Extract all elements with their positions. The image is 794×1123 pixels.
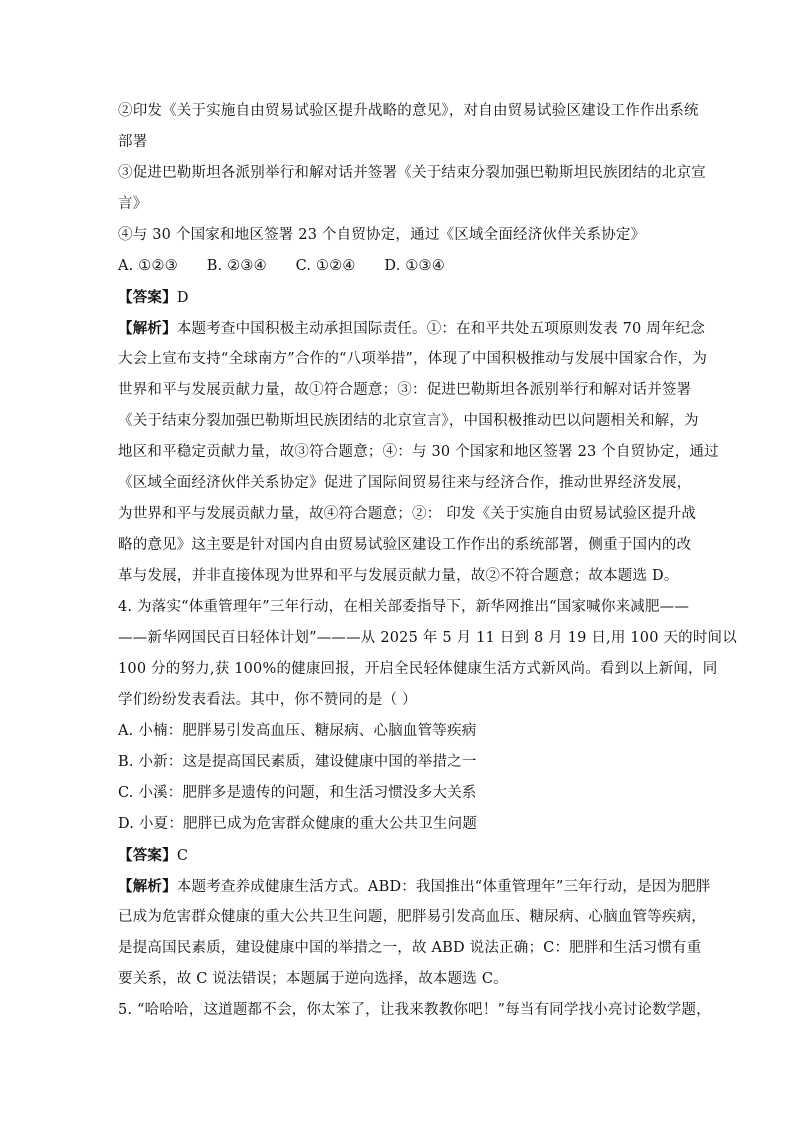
q3-analysis-line-1: 【解析】本题考查中国积极主动承担国际责任。①：在和平共处五项原则发表 70 周年纪念 — [118, 320, 706, 337]
q3-analysis-line-2: 大会上宣布支持“全球南方”合作的“八项举措”，体现了中国积极推动与发展中国家合作，为 — [118, 351, 708, 367]
q4-stem-line-4: 学们纷纷发表看法。其中，你不赞同的是（ ） — [118, 692, 417, 708]
q5-stem-line-1: 5. “哈哈哈，这道题都不会，你太笨了，让我来教教你吧！”每当有同学找小亮讨论数学题， — [118, 1002, 711, 1018]
q3-statement-2-line-1: ②印发《关于实施自由贸易试验区提升战略的意见》，对自由贸易试验区建设工作作出系统 — [118, 103, 699, 119]
document-page — [118, 96, 737, 1026]
q3-analysis-line-4: 《关于结束分裂加强巴勒斯坦民族团结的北京宣言》，中国积极推动巴以问题相关和解，为 — [118, 413, 699, 429]
q4-stem-line-1: 4. 为落实“体重管理年”三年行动，在相关部委指导下，新华网推出“国家喊你来减肥—— — [118, 599, 690, 615]
q3-statement-4: ④与 30 个国家和地区签署 23 个自贸协定，通过《区域全面经济伙伴关系协定》 — [118, 227, 646, 243]
q3-option-a: A. ①②③ — [118, 258, 178, 274]
q4-option-a: A. 小楠：肥胖易引发高血压、糖尿病、心脑血管等疾病 — [118, 723, 477, 739]
q4-analysis-line-2: 已成为危害群众健康的重大公共卫生问题，肥胖易引发高血压、糖尿病、心脑血管等疾病， — [118, 909, 706, 925]
q3-statement-2-line-2: 部署 — [118, 134, 148, 150]
q4-analysis-line-1: 【解析】本题考查养成健康生活方式。ABD：我国推出“体重管理年”三年行动，是因为肥胖 — [118, 878, 711, 895]
q3-option-d: D. ①③④ — [384, 258, 445, 274]
q3-analysis-line-8: 略的意见》这主要是针对国内自由贸易试验区建设工作作出的系统部署，侧重于国内的改 — [118, 537, 692, 553]
q4-answer-value: C — [176, 848, 189, 864]
q4-answer-label: 【答案】 — [118, 847, 177, 864]
q3-answer-label: 【答案】 — [118, 289, 177, 306]
q3-analysis-line-3: 世界和平与发展贡献力量，故①符合题意；③：促进巴勒斯坦各派别举行和解对话并签署 — [118, 382, 692, 398]
q4-option-b: B. 小新：这是提高国民素质，建设健康中国的举措之一 — [118, 754, 477, 770]
q4-stem-line-3: 100 分的努力,获 100%的健康回报，开启全民轻体健康生活方式新风尚。看到以上新闻，同 — [118, 661, 718, 677]
q3-analysis-line-7: 为世界和平与发展贡献力量，故④符合题意；②： 印发《关于实施自由贸易试验区提升战 — [118, 506, 697, 522]
q4-option-c: C. 小溪：肥胖多是遗传的问题，和生活习惯没多大关系 — [118, 785, 477, 801]
q3-analysis-line-6: 《区域全面经济伙伴关系协定》促进了国际间贸易往来与经济合作，推动世界经济发展， — [118, 475, 692, 491]
q4-stem-line-2: ——新华网国民百日轻体计划”———从 2025 年 5 月 11 日到 8 月 19 日,用 100 天的时间以 — [118, 630, 737, 646]
q4-analysis-line-4: 要关系，故 C 说法错误；本题属于逆向选择，故本题选 C。 — [118, 971, 508, 987]
q4-analysis-line-3: 是提高国民素质，建设健康中国的举措之一，故 ABD 说法正确；C：肥胖和生活习惯有重 — [118, 940, 702, 956]
q3-analysis-label: 【解析】 — [118, 320, 177, 337]
q3-option-c: C. ①②④ — [295, 258, 356, 274]
q3-analysis-line-9: 革与发展，并非直接体现为世界和平与发展贡献力量，故②不符合题意；故本题选 D。 — [118, 568, 679, 584]
q3-statement-3-line-1: ③促进巴勒斯坦各派别举行和解对话并签署《关于结束分裂加强巴勒斯坦民族团结的北京宣 — [118, 165, 706, 181]
q3-analysis-line-5: 地区和平稳定贡献力量，故③符合题意；④：与 30 个国家和地区签署 23 个自贸协定，通过 — [118, 444, 719, 460]
q4-analysis-label: 【解析】 — [118, 878, 177, 895]
q3-answer — [118, 282, 688, 313]
q3-answer-value: D — [176, 290, 189, 306]
q3-option-b: B. ②③④ — [206, 258, 267, 274]
q4-answer — [118, 840, 688, 871]
q4-option-d: D. 小夏：肥胖已成为危害群众健康的重大公共卫生问题 — [118, 816, 478, 832]
q3-statement-3-line-2: 言》 — [118, 196, 148, 212]
q3-options — [118, 251, 688, 282]
